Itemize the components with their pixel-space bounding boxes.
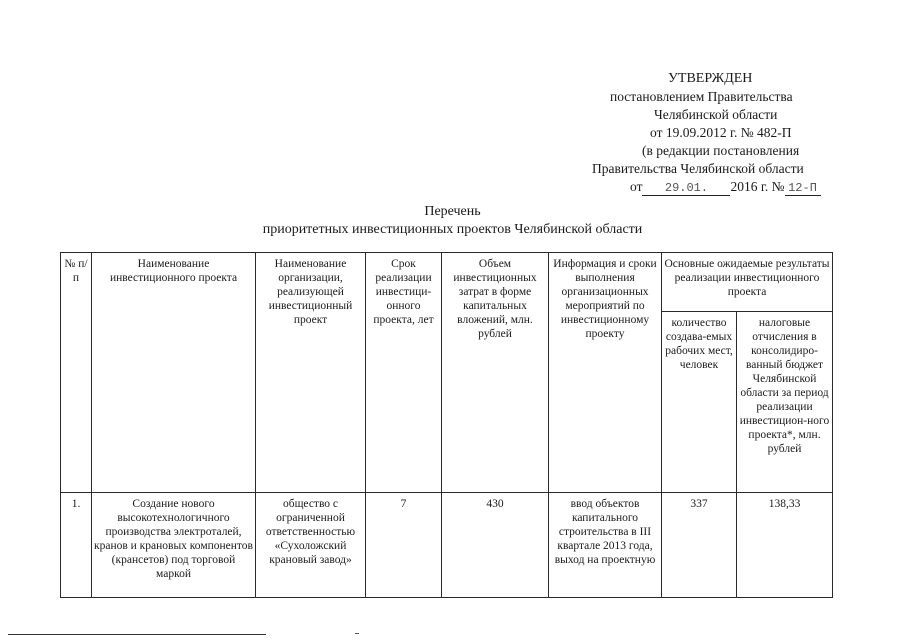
header-volume: Объем инвестиционных затрат в форме капитальных вложений, млн. рублей — [442, 253, 549, 493]
approval-line-6 — [560, 178, 860, 196]
header-results: Основные ожидаемые результаты реализации инвестиционного проекта — [662, 253, 833, 312]
date-blank: 29.01. — [642, 182, 730, 196]
cell-term: 7 — [366, 493, 442, 598]
header-organization: Наименование организации, реализующей инвестиционный проект — [256, 253, 366, 493]
document-subtitle: приоритетных инвестиционных проектов Челябинской области — [262, 222, 643, 237]
cell-jobs: 337 — [662, 493, 737, 598]
number-blank: 12-П — [785, 182, 821, 196]
scan-mark — [355, 633, 359, 634]
header-taxes: налоговые отчисления в консолидиро-ванный бюджет Челябинской области за период реализации инвестицион-ного проекта*, млн. рублей — [737, 312, 833, 493]
cell-volume: 430 — [442, 493, 549, 598]
cell-num: 1. — [61, 493, 92, 598]
approval-line-4: (в редакции постановления — [642, 143, 800, 158]
footnote-divider — [8, 634, 266, 635]
header-term: Срок реализации инвестици-онного проекта, лет — [366, 253, 442, 493]
approval-heading: УТВЕРЖДЕН — [668, 71, 753, 86]
document-title: Перечень — [424, 204, 481, 219]
approval-line-2: Челябинской области — [654, 107, 778, 122]
approval-line-1: постановлением Правительства — [610, 89, 793, 104]
cell-info: ввод объектов капитального строительства в III квартале 2013 года, выход на проектную — [549, 493, 662, 598]
projects-table — [60, 252, 833, 598]
approval-middle: 2016 г. № — [730, 179, 785, 194]
cell-project-name: Создание нового высокотехнологичного производства электроталей, кранов и крановых компонентов (крансетов) под торговой маркой — [92, 493, 256, 598]
approval-prefix: от — [630, 179, 643, 194]
header-num: № п/п — [61, 253, 92, 493]
approval-line-5: Правительства Челябинской области — [592, 161, 804, 176]
table-row — [61, 493, 833, 598]
approval-block — [560, 70, 860, 196]
cell-taxes: 138,33 — [737, 493, 833, 598]
header-info: Информация и сроки выполнения организационных мероприятий по инвестиционному проекту — [549, 253, 662, 493]
table-header-row — [61, 253, 833, 312]
approval-line-3: от 19.09.2012 г. № 482-П — [650, 125, 792, 140]
header-jobs: количество создава-емых рабочих мест, человек — [662, 312, 737, 493]
header-project-name: Наименование инвестиционного проекта — [92, 253, 256, 493]
cell-organization: общество с ограниченной ответственностью «Сухоложский крановый завод» — [256, 493, 366, 598]
